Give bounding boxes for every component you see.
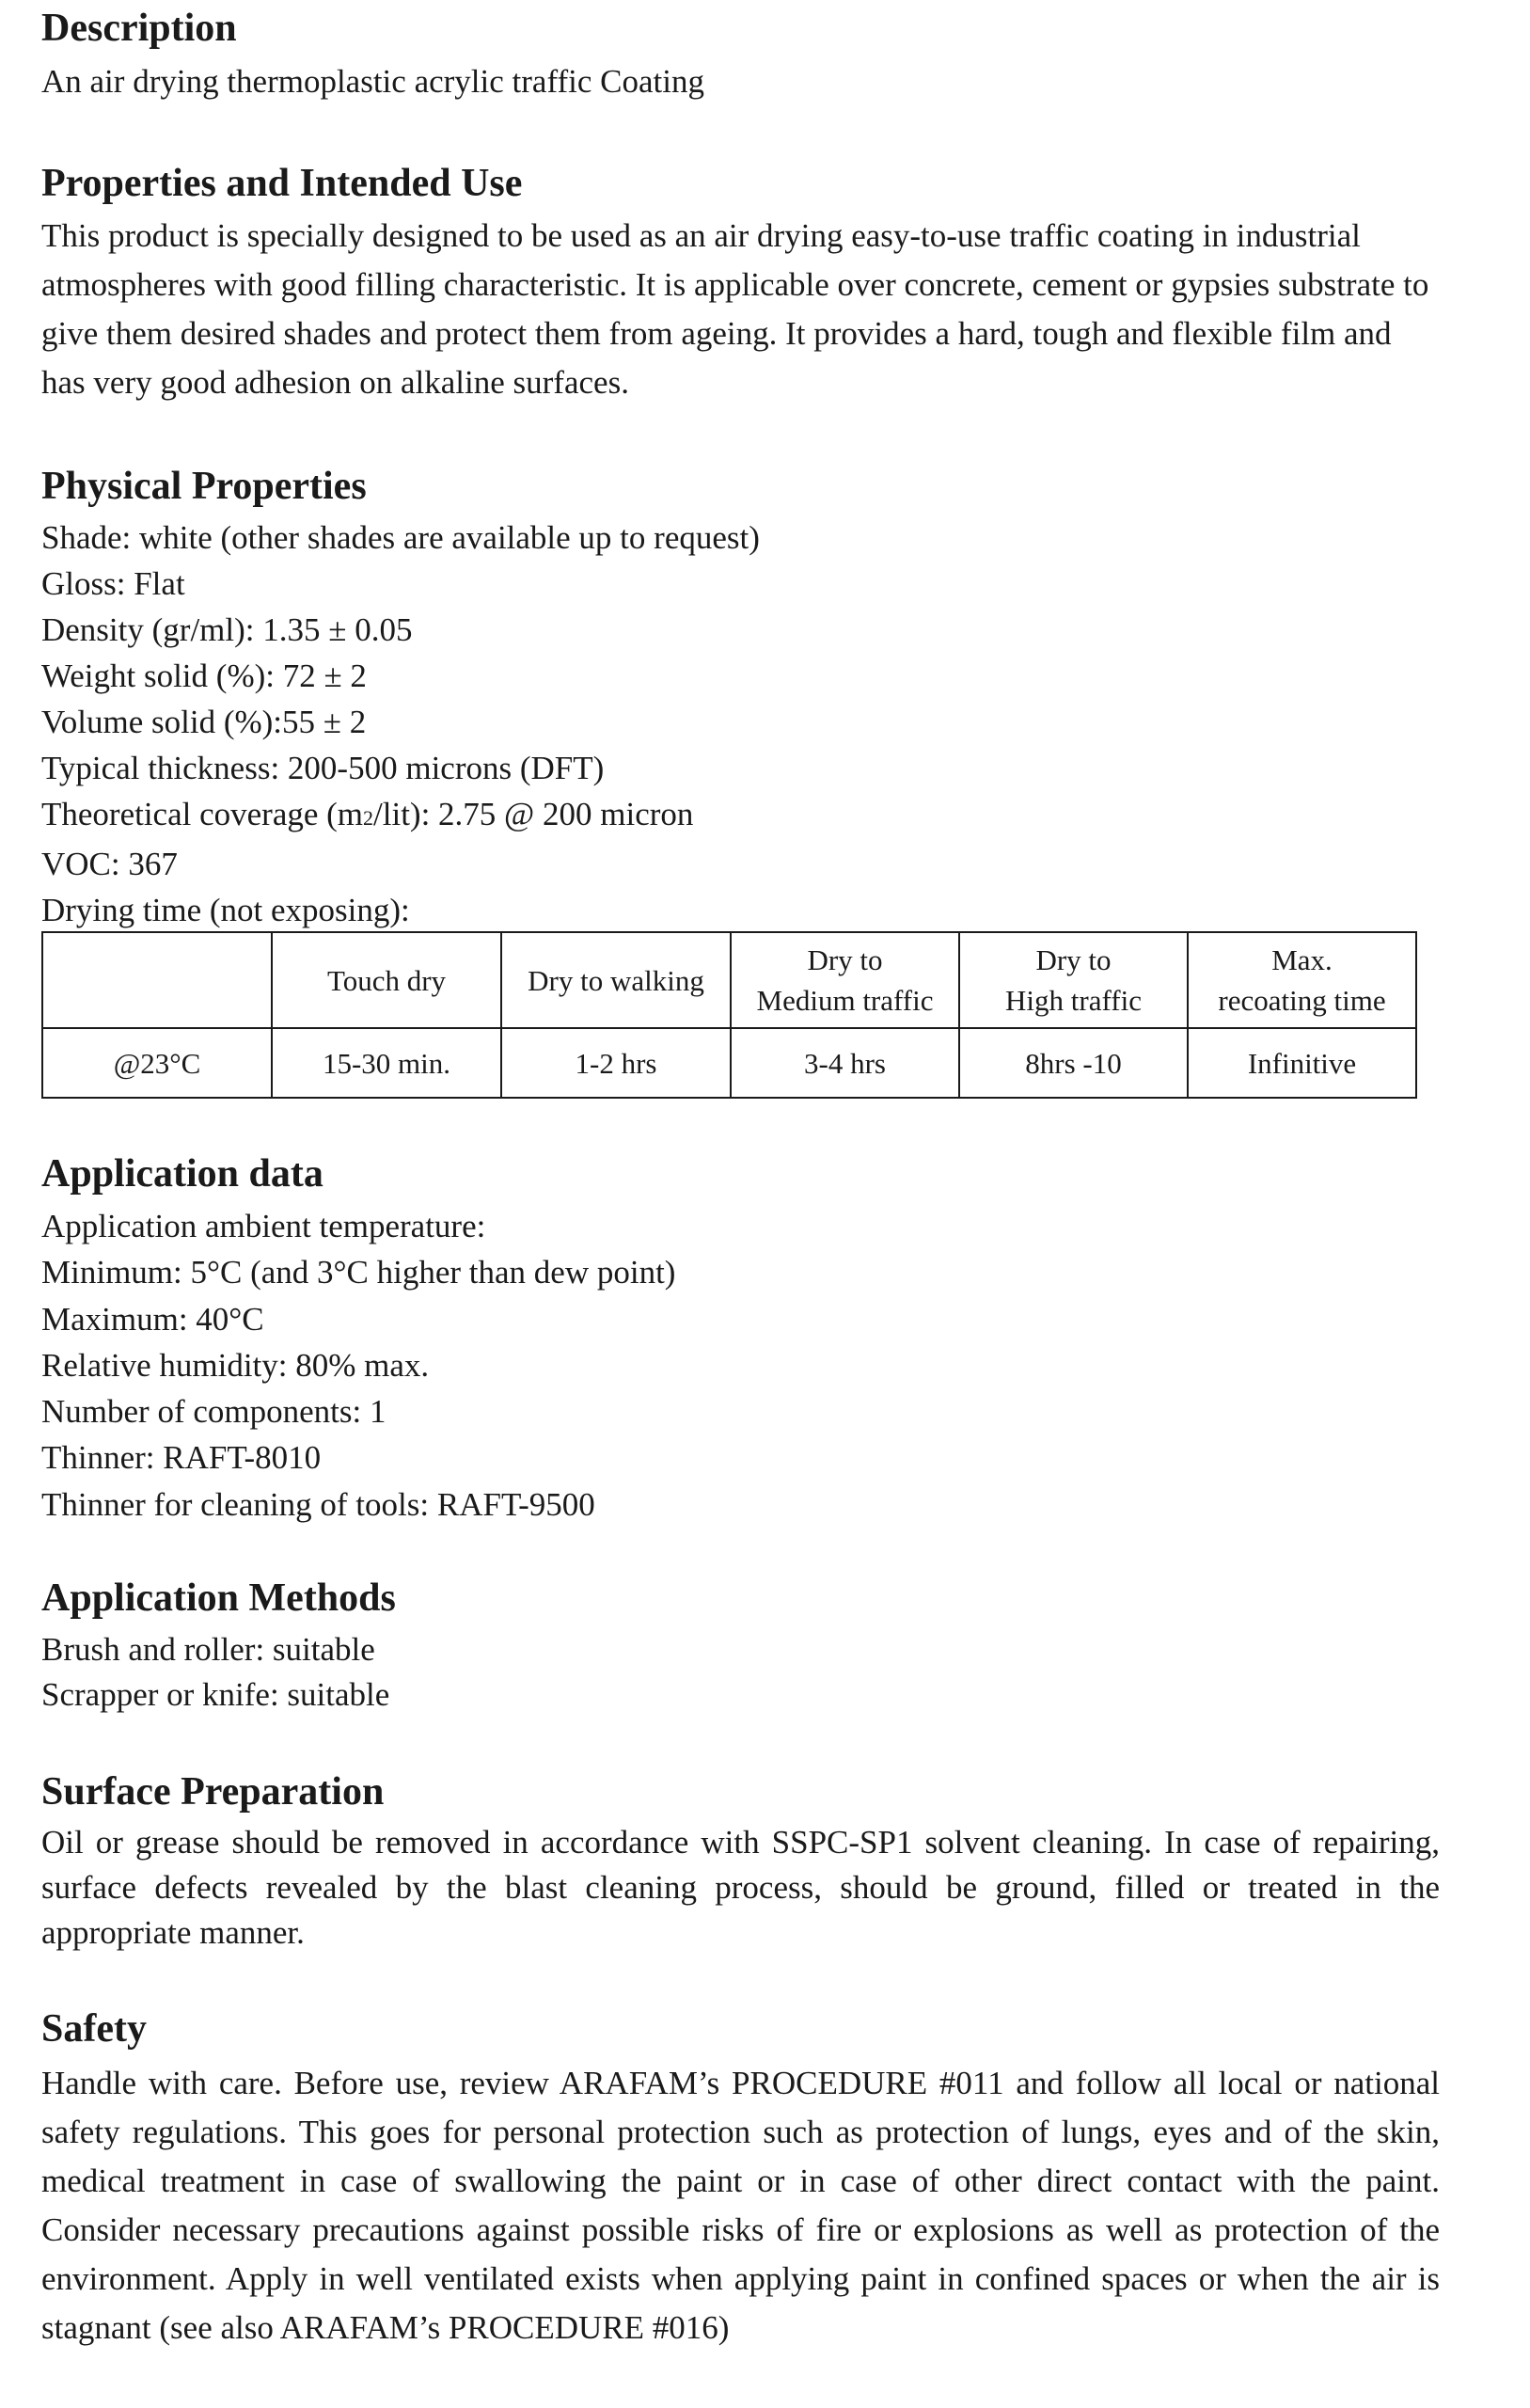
- application-data-list: [41, 1203, 675, 1528]
- description-text: An air drying thermoplastic acrylic traffic Coating: [41, 63, 704, 100]
- table-header-cell: Max. recoating time: [1188, 932, 1416, 1028]
- coverage-sub: 2: [363, 806, 374, 830]
- list-item: Minimum: 5°C (and 3°C higher than dew point): [41, 1254, 676, 1291]
- list-item: VOC: 367: [41, 846, 178, 882]
- table-cell: 8hrs -10: [959, 1028, 1188, 1098]
- list-item: Gloss: Flat: [41, 565, 185, 602]
- table-row: [42, 1028, 1416, 1098]
- safety-text: Handle with care. Before use, review ARAFAM’s PROCEDURE #011 and follow all local or national safety regulations. This goes for personal protection such as protection of lungs, eyes and of the skin, medical treatment in case of swallowing the paint or in case of other direct contact with the paint. Consider necessary precautions against possible risks of fire or explosions as well as protection of the environment. Apply in well ventilated exists when applying paint in confined spaces or when the air is stagnant (see also ARAFAM’s PROCEDURE #016): [41, 2065, 1440, 2346]
- table-header-cell: Dry to High traffic: [959, 932, 1188, 1028]
- list-item: Thinner for cleaning of tools: RAFT-9500: [41, 1485, 595, 1523]
- list-item: Shade: white (other shades are available up to request): [41, 519, 760, 556]
- list-item: Drying time (not exposing):: [41, 892, 410, 928]
- list-item: Thinner: RAFT-8010: [41, 1439, 322, 1477]
- table-cell: 15-30 min.: [272, 1028, 501, 1098]
- table-header-cell: Touch dry: [272, 932, 501, 1028]
- list-item: Typical thickness: 200-500 microns (DFT): [41, 750, 605, 786]
- list-item: Volume solid (%):55 ± 2: [41, 704, 367, 740]
- list-item: Relative humidity: 80% max.: [41, 1346, 430, 1384]
- surface-preparation-heading: Surface Preparation: [41, 1770, 385, 1814]
- table-cell: @23°C: [42, 1028, 272, 1098]
- list-item: Application ambient temperature:: [41, 1208, 486, 1244]
- table-cell: 3-4 hrs: [731, 1028, 959, 1098]
- application-data-heading: Application data: [41, 1152, 323, 1196]
- description-heading: Description: [41, 7, 237, 50]
- application-methods-heading: Application Methods: [41, 1576, 396, 1620]
- table-header-row: [42, 932, 1416, 1028]
- list-item: Number of components: 1: [41, 1393, 386, 1431]
- list-item: Scrapper or knife: suitable: [41, 1676, 390, 1713]
- list-item: Weight solid (%): 72 ± 2: [41, 657, 367, 694]
- physical-properties-list: [41, 515, 760, 933]
- coverage-suffix: /lit): 2.75 @ 200 micron: [373, 796, 694, 832]
- properties-intended-use-heading: Properties and Intended Use: [41, 162, 523, 205]
- surface-preparation-text: Oil or grease should be removed in accordance with SSPC-SP1 solvent cleaning. In case of repairing, surface defects revealed by the blast cleaning process, should be ground, filled or treated in the appropriate manner.: [41, 1824, 1440, 1951]
- table-header-cell: Dry to walking: [501, 932, 731, 1028]
- properties-intended-use-text: This product is specially designed to be used as an air drying easy-to-use traffic coating in industrial atmospheres with good filling characteristic. It is applicable over concrete, cement or gypsies substrate to give them desired shades and protect them from ageing. It provides a hard, tough and flexible film and has very good adhesion on alkaline surfaces.: [41, 217, 1429, 401]
- list-item-coverage: [41, 791, 760, 841]
- table-cell: 1-2 hrs: [501, 1028, 731, 1098]
- list-item: Maximum: 40°C: [41, 1300, 264, 1338]
- physical-properties-heading: Physical Properties: [41, 465, 367, 508]
- table-header-cell: [42, 932, 272, 1028]
- drying-time-table: [41, 931, 1417, 1099]
- application-methods-list: [41, 1627, 389, 1718]
- list-item: Density (gr/ml): 1.35 ± 0.05: [41, 611, 413, 648]
- list-item: Brush and roller: suitable: [41, 1631, 375, 1668]
- table-header-cell: Dry to Medium traffic: [731, 932, 959, 1028]
- safety-heading: Safety: [41, 2007, 147, 2051]
- coverage-prefix: Theoretical coverage (m: [41, 796, 364, 832]
- table-cell: Infinitive: [1188, 1028, 1416, 1098]
